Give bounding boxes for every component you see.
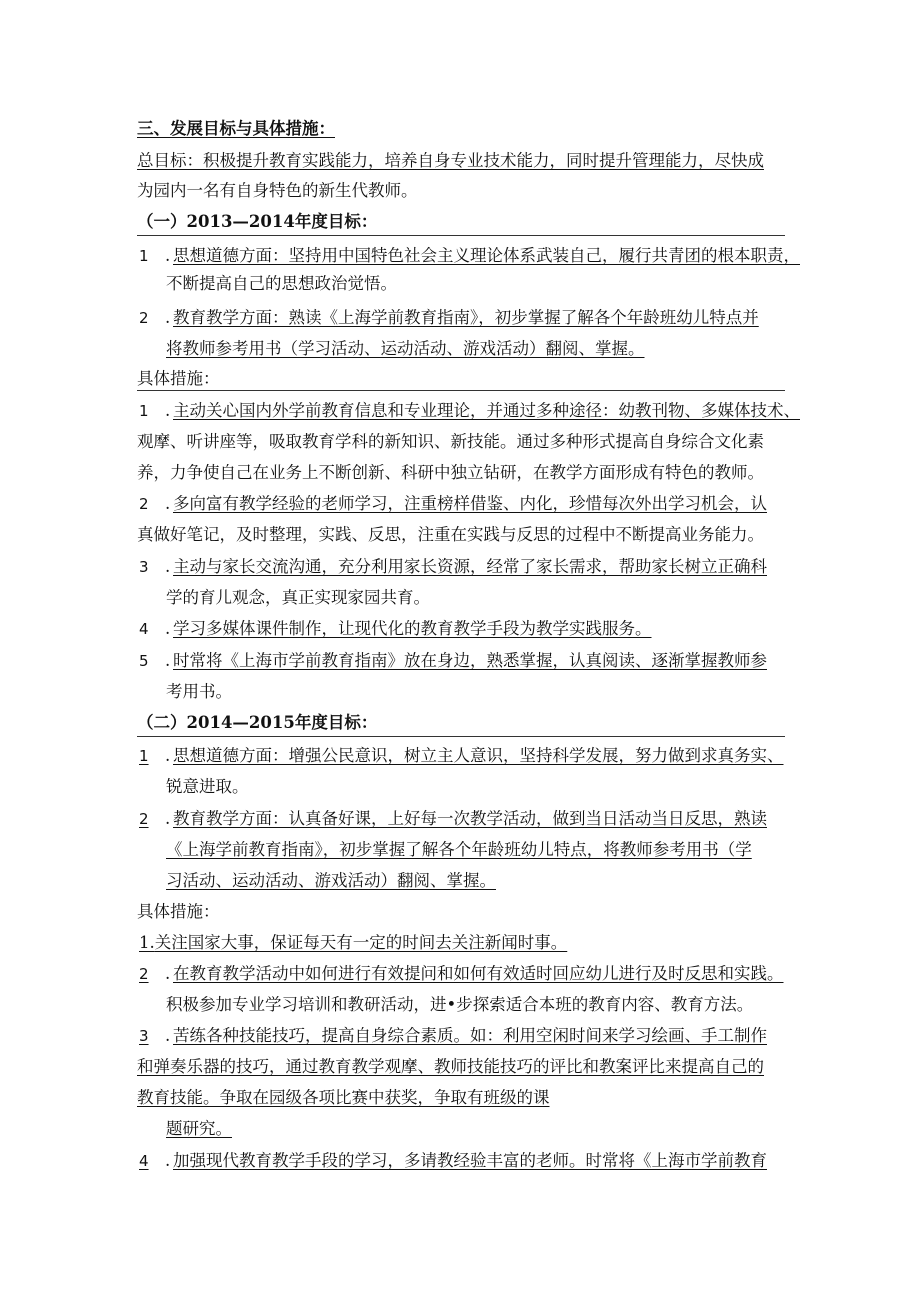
year1-measure-3: 3 . 主动与家长交流沟通，充分利用家长资源，经常了家长需求，帮助家长树立正确科 (139, 557, 767, 576)
list-item-text: 教育教学方面：认真备好课，上好每一次教学活动，做到当日活动当日反思，熟读 (173, 809, 767, 828)
list-number: 2 (139, 965, 149, 983)
year1-goal-1-cont: 不断提高自己的思想政治觉悟。 (166, 274, 397, 293)
year2-measure-4: 4 . 加强现代教育教学手段的学习，多请教经验丰富的老师。时常将《上海市学前教育 (139, 1151, 767, 1170)
year2-measure-2: 2 . 在教育教学活动中如何进行有效提问和如何有效适时回应幼儿进行及时反思和实践。 (139, 964, 784, 983)
list-item-text: 加强现代教育教学手段的学习，多请教经验丰富的老师。时常将《上海市学前教育 (173, 1151, 767, 1170)
list-item-text: 时常将《上海市学前教育指南》放在身边，熟悉掌握，认真阅读、逐渐掌握教师参 (173, 651, 767, 670)
year1-measure-2: 2 . 多向富有教学经验的老师学习，注重榜样借鉴、内化，珍惜每次外出学习机会，认 (139, 494, 767, 513)
year1-measure-4: 4 . 学习多媒体课件制作，让现代化的教育教学手段为教学实践服务。 (139, 619, 652, 638)
year2-measures-label: 具体措施： (137, 902, 220, 921)
divider (137, 390, 785, 391)
year2-goal-2-cont-1: 《上海学前教育指南》，初步掌握了解各个年龄班幼儿特点，将教师参考用书（学 (166, 840, 752, 859)
list-item-text: 苦练各种技能技巧，提高自身综合素质。如：利用空闲时间来学习绘画、手工制作 (173, 1026, 767, 1045)
divider (137, 736, 785, 737)
list-number: 1 (139, 402, 149, 420)
year2-measure-3-cont-2: 教育技能。争取在园级各项比赛中获奖，争取有班级的课 (137, 1088, 550, 1107)
year2-goal-2: 2 . 教育教学方面：认真备好课，上好每一次教学活动，做到当日活动当日反思，熟读 (139, 809, 767, 828)
list-number: 2 (139, 810, 149, 828)
list-item-text: 教育教学方面：熟读《上海学前教育指南》，初步掌握了解各个年龄班幼儿特点并 (173, 308, 759, 327)
year1-measure-3-cont: 学的育儿观念，真正实现家园共育。 (166, 588, 430, 607)
list-number: 1. (139, 933, 155, 952)
year2-measure-3-cont-3: 题研究。 (166, 1119, 232, 1138)
list-item-text: 多向富有教学经验的老师学习，注重榜样借鉴、内化，珍惜每次外出学习机会，认 (173, 494, 767, 513)
year2-measure-3-cont-1: 和弹奏乐器的技巧，通过教育教学观摩、教师技能技巧的评比和教案评比来提高自己的 (137, 1057, 764, 1076)
year2-measure-3: 3 . 苦练各种技能技巧，提高自身综合素质。如：利用空闲时间来学习绘画、手工制作 (139, 1026, 767, 1045)
list-item-text: 思想道德方面：坚持用中国特色社会主义理论体系武装自己，履行共青团的根本职责， (173, 246, 800, 265)
year1-goal-2: 2 . 教育教学方面：熟读《上海学前教育指南》，初步掌握了解各个年龄班幼儿特点并 (139, 308, 759, 327)
list-number: 4 (139, 1152, 149, 1170)
year1-measure-5: 5 . 时常将《上海市学前教育指南》放在身边，熟悉掌握，认真阅读、逐渐掌握教师参 (139, 651, 767, 670)
year2-heading: （二）2014—2015年度目标： (137, 713, 378, 732)
list-number: 2 (139, 309, 149, 327)
list-item-text: 在教育教学活动中如何进行有效提问和如何有效适时回应幼儿进行及时反思和实践。 (173, 964, 784, 983)
list-number: 3 (139, 558, 149, 576)
year2-goal-1-cont: 锐意进取。 (166, 777, 249, 796)
year1-measure-1: 1 . 主动关心国内外学前教育信息和专业理论，并通过多种途径：幼教刊物、多媒体技术、 (139, 401, 800, 420)
year1-goal-1: 1 . 思想道德方面：坚持用中国特色社会主义理论体系武装自己，履行共青团的根本职责， (139, 246, 800, 265)
year1-measure-5-cont: 考用书。 (166, 682, 232, 701)
divider (137, 235, 785, 236)
list-number: 1 (139, 247, 149, 265)
overall-goal-line-2: 为园内一名有自身特色的新生代教师。 (137, 181, 418, 200)
year1-goal-2-cont: 将教师参考用书（学习活动、运动活动、游戏活动）翻阅、掌握。 (166, 339, 645, 358)
list-item-text: 学习多媒体课件制作，让现代化的教育教学手段为教学实践服务。 (173, 619, 652, 638)
overall-goal-line-1: 总目标：积极提升教育实践能力，培养自身专业技术能力，同时提升管理能力，尽快成 (137, 151, 764, 170)
year1-measure-2-cont: 真做好笔记，及时整理，实践、反思，注重在实践与反思的过程中不断提高业务能力。 (137, 525, 764, 544)
list-number: 1 (139, 747, 149, 765)
year1-measure-1-cont-1: 观摩、听讲座等，吸取教育学科的新知识、新技能。通过多种形式提高自身综合文化素 (137, 432, 764, 451)
list-number: 2 (139, 495, 149, 513)
year2-measure-2-cont: 积极参加专业学习培训和教研活动，进•步探索适合本班的教育内容、教育方法。 (166, 995, 754, 1014)
section-title: 三、发展目标与具体措施： (137, 119, 335, 138)
list-number: 4 (139, 620, 149, 638)
year2-goal-1: 1 . 思想道德方面：增强公民意识，树立主人意识，坚持科学发展，努力做到求真务实、 (139, 746, 784, 765)
list-number: 3 (139, 1027, 149, 1045)
year2-goal-2-cont-2: 习活动、运动活动、游戏活动）翻阅、掌握。 (166, 871, 496, 890)
year1-measures-label: 具体措施： (137, 369, 220, 388)
list-number: 5 (139, 652, 149, 670)
list-item-text: 思想道德方面：增强公民意识，树立主人意识，坚持科学发展，努力做到求真务实、 (173, 746, 784, 765)
list-item-text: 关注国家大事，保证每天有一定的时间去关注新闻时事。 (154, 933, 568, 952)
year2-measure-1 (139, 932, 567, 954)
list-item-text: 主动与家长交流沟通，充分利用家长资源，经常了家长需求，帮助家长树立正确科 (173, 557, 767, 576)
year1-heading: （一）2013—2014年度目标： (137, 212, 378, 231)
list-item-text: 主动关心国内外学前教育信息和专业理论，并通过多种途径：幼教刊物、多媒体技术、 (173, 401, 800, 420)
year1-measure-1-cont-2: 养，力争使自己在业务上不断创新、科研中独立钻研，在教学方面形成有特色的教师。 (137, 463, 764, 482)
